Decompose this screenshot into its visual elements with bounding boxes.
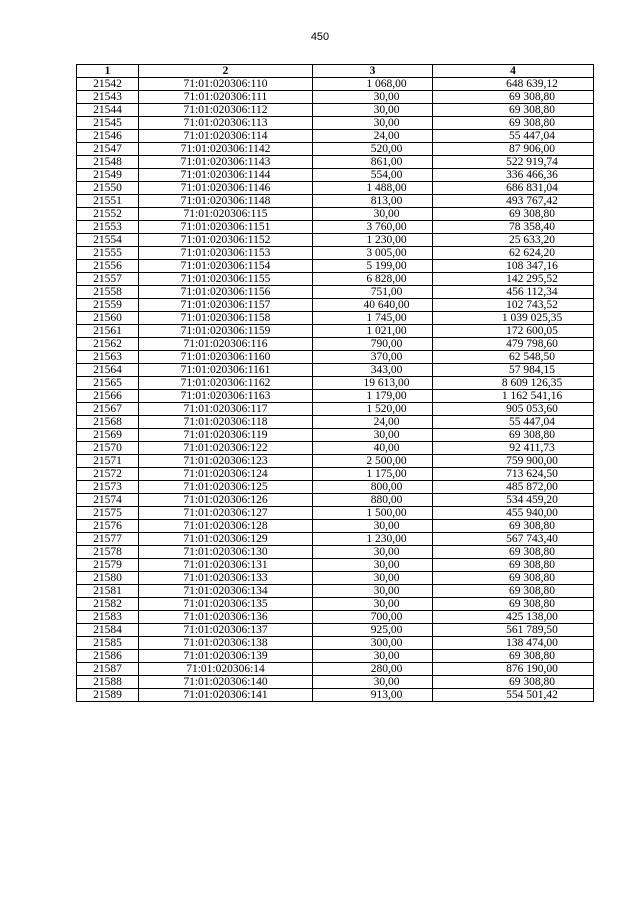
- table-row: [77, 338, 594, 351]
- table-row: [77, 611, 594, 624]
- cadastral-number-cell: 71:01:020306:125: [139, 481, 313, 494]
- value-cell: 425 138,00: [433, 611, 594, 624]
- cadastral-number-cell: 71:01:020306:137: [139, 624, 313, 637]
- row-number-cell: 21568: [77, 416, 139, 429]
- cadastral-number-cell: 71:01:020306:113: [139, 117, 313, 130]
- value-cell: 713 624,50: [433, 468, 594, 481]
- value-cell: 69 308,80: [433, 572, 594, 585]
- cadastral-number-cell: 71:01:020306:1148: [139, 195, 313, 208]
- value-cell: 69 308,80: [433, 598, 594, 611]
- area-cell: 880,00: [313, 494, 433, 507]
- row-number-cell: 21559: [77, 299, 139, 312]
- area-cell: 1 745,00: [313, 312, 433, 325]
- row-number-cell: 21577: [77, 533, 139, 546]
- row-number-cell: 21562: [77, 338, 139, 351]
- cadastral-number-cell: 71:01:020306:1163: [139, 390, 313, 403]
- cadastral-number-cell: 71:01:020306:127: [139, 507, 313, 520]
- column-header-3: 3: [313, 65, 433, 78]
- area-cell: 1 179,00: [313, 390, 433, 403]
- table-row: [77, 208, 594, 221]
- table-row: [77, 585, 594, 598]
- row-number-cell: 21551: [77, 195, 139, 208]
- cadastral-number-cell: 71:01:020306:1158: [139, 312, 313, 325]
- area-cell: 343,00: [313, 364, 433, 377]
- area-cell: 280,00: [313, 663, 433, 676]
- value-cell: 69 308,80: [433, 676, 594, 689]
- value-cell: 686 831,04: [433, 182, 594, 195]
- value-cell: 456 112,34: [433, 286, 594, 299]
- value-cell: 8 609 126,35: [433, 377, 594, 390]
- table-row: [77, 390, 594, 403]
- value-cell: 759 900,00: [433, 455, 594, 468]
- table-row: [77, 91, 594, 104]
- row-number-cell: 21586: [77, 650, 139, 663]
- value-cell: 336 466,36: [433, 169, 594, 182]
- table-row: [77, 364, 594, 377]
- area-cell: 40 640,00: [313, 299, 433, 312]
- row-number-cell: 21564: [77, 364, 139, 377]
- row-number-cell: 21584: [77, 624, 139, 637]
- cadastral-number-cell: 71:01:020306:122: [139, 442, 313, 455]
- cadastral-number-cell: 71:01:020306:1153: [139, 247, 313, 260]
- value-cell: 55 447,04: [433, 130, 594, 143]
- table-row: [77, 676, 594, 689]
- value-cell: 62 624,20: [433, 247, 594, 260]
- row-number-cell: 21569: [77, 429, 139, 442]
- cadastral-table: [76, 64, 594, 702]
- value-cell: 69 308,80: [433, 585, 594, 598]
- table-row: [77, 247, 594, 260]
- row-number-cell: 21563: [77, 351, 139, 364]
- table-header-row: [77, 65, 594, 78]
- area-cell: 1 021,00: [313, 325, 433, 338]
- cadastral-number-cell: 71:01:020306:111: [139, 91, 313, 104]
- cadastral-number-cell: 71:01:020306:134: [139, 585, 313, 598]
- value-cell: 69 308,80: [433, 520, 594, 533]
- cadastral-number-cell: 71:01:020306:1142: [139, 143, 313, 156]
- row-number-cell: 21583: [77, 611, 139, 624]
- row-number-cell: 21558: [77, 286, 139, 299]
- table-row: [77, 507, 594, 520]
- table-row: [77, 351, 594, 364]
- cadastral-number-cell: 71:01:020306:124: [139, 468, 313, 481]
- row-number-cell: 21587: [77, 663, 139, 676]
- value-cell: 25 633,20: [433, 234, 594, 247]
- area-cell: 30,00: [313, 91, 433, 104]
- area-cell: 700,00: [313, 611, 433, 624]
- cadastral-number-cell: 71:01:020306:140: [139, 676, 313, 689]
- area-cell: 370,00: [313, 351, 433, 364]
- value-cell: 69 308,80: [433, 104, 594, 117]
- value-cell: 62 548,50: [433, 351, 594, 364]
- area-cell: 30,00: [313, 429, 433, 442]
- row-number-cell: 21560: [77, 312, 139, 325]
- table-row: [77, 416, 594, 429]
- table-row: [77, 169, 594, 182]
- area-cell: 30,00: [313, 117, 433, 130]
- area-cell: 861,00: [313, 156, 433, 169]
- cadastral-number-cell: 71:01:020306:1162: [139, 377, 313, 390]
- value-cell: 78 358,40: [433, 221, 594, 234]
- cadastral-number-cell: 71:01:020306:1160: [139, 351, 313, 364]
- cadastral-number-cell: 71:01:020306:119: [139, 429, 313, 442]
- value-cell: 57 984,15: [433, 364, 594, 377]
- row-number-cell: 21576: [77, 520, 139, 533]
- row-number-cell: 21556: [77, 260, 139, 273]
- value-cell: 87 906,00: [433, 143, 594, 156]
- row-number-cell: 21575: [77, 507, 139, 520]
- table-row: [77, 442, 594, 455]
- cadastral-number-cell: 71:01:020306:118: [139, 416, 313, 429]
- value-cell: 69 308,80: [433, 559, 594, 572]
- row-number-cell: 21571: [77, 455, 139, 468]
- table-row: [77, 104, 594, 117]
- value-cell: 69 308,80: [433, 208, 594, 221]
- table-row: [77, 429, 594, 442]
- value-cell: 534 459,20: [433, 494, 594, 507]
- row-number-cell: 21544: [77, 104, 139, 117]
- table-row: [77, 520, 594, 533]
- table-row: [77, 182, 594, 195]
- table-row: [77, 572, 594, 585]
- value-cell: 485 872,00: [433, 481, 594, 494]
- area-cell: 24,00: [313, 130, 433, 143]
- value-cell: 648 639,12: [433, 78, 594, 91]
- table-row: [77, 260, 594, 273]
- area-cell: 1 068,00: [313, 78, 433, 91]
- column-header-1: 1: [77, 65, 139, 78]
- cadastral-number-cell: 71:01:020306:1159: [139, 325, 313, 338]
- cadastral-number-cell: 71:01:020306:116: [139, 338, 313, 351]
- cadastral-number-cell: 71:01:020306:129: [139, 533, 313, 546]
- column-header-2: 2: [139, 65, 313, 78]
- table-row: [77, 221, 594, 234]
- cadastral-number-cell: 71:01:020306:1161: [139, 364, 313, 377]
- table-row: [77, 312, 594, 325]
- table-row: [77, 325, 594, 338]
- value-cell: 493 767,42: [433, 195, 594, 208]
- table-row: [77, 559, 594, 572]
- column-header-4: 4: [433, 65, 594, 78]
- row-number-cell: 21553: [77, 221, 139, 234]
- value-cell: 455 940,00: [433, 507, 594, 520]
- value-cell: 1 039 025,35: [433, 312, 594, 325]
- value-cell: 92 411,73: [433, 442, 594, 455]
- cadastral-number-cell: 71:01:020306:1152: [139, 234, 313, 247]
- table-row: [77, 468, 594, 481]
- row-number-cell: 21543: [77, 91, 139, 104]
- cadastral-number-cell: 71:01:020306:14: [139, 663, 313, 676]
- area-cell: 813,00: [313, 195, 433, 208]
- cadastral-number-cell: 71:01:020306:112: [139, 104, 313, 117]
- table-row: [77, 637, 594, 650]
- area-cell: 30,00: [313, 546, 433, 559]
- cadastral-number-cell: 71:01:020306:128: [139, 520, 313, 533]
- row-number-cell: 21570: [77, 442, 139, 455]
- area-cell: 1 520,00: [313, 403, 433, 416]
- row-number-cell: 21573: [77, 481, 139, 494]
- row-number-cell: 21550: [77, 182, 139, 195]
- cadastral-number-cell: 71:01:020306:141: [139, 689, 313, 702]
- area-cell: 6 828,00: [313, 273, 433, 286]
- value-cell: 138 474,00: [433, 637, 594, 650]
- value-cell: 102 743,52: [433, 299, 594, 312]
- row-number-cell: 21554: [77, 234, 139, 247]
- table-row: [77, 117, 594, 130]
- row-number-cell: 21589: [77, 689, 139, 702]
- row-number-cell: 21581: [77, 585, 139, 598]
- row-number-cell: 21582: [77, 598, 139, 611]
- area-cell: 800,00: [313, 481, 433, 494]
- cadastral-number-cell: 71:01:020306:1144: [139, 169, 313, 182]
- cadastral-number-cell: 71:01:020306:1143: [139, 156, 313, 169]
- table-row: [77, 533, 594, 546]
- value-cell: 108 347,16: [433, 260, 594, 273]
- page-number: 450: [310, 31, 330, 43]
- table-row: [77, 455, 594, 468]
- cadastral-number-cell: 71:01:020306:1151: [139, 221, 313, 234]
- cadastral-number-cell: 71:01:020306:136: [139, 611, 313, 624]
- area-cell: 19 613,00: [313, 377, 433, 390]
- cadastral-number-cell: 71:01:020306:115: [139, 208, 313, 221]
- cadastral-number-cell: 71:01:020306:123: [139, 455, 313, 468]
- row-number-cell: 21555: [77, 247, 139, 260]
- area-cell: 554,00: [313, 169, 433, 182]
- row-number-cell: 21549: [77, 169, 139, 182]
- area-cell: 30,00: [313, 676, 433, 689]
- value-cell: 69 308,80: [433, 546, 594, 559]
- value-cell: 554 501,42: [433, 689, 594, 702]
- row-number-cell: 21579: [77, 559, 139, 572]
- row-number-cell: 21546: [77, 130, 139, 143]
- cadastral-number-cell: 71:01:020306:135: [139, 598, 313, 611]
- table-row: [77, 156, 594, 169]
- value-cell: 876 190,00: [433, 663, 594, 676]
- cadastral-number-cell: 71:01:020306:139: [139, 650, 313, 663]
- value-cell: 69 308,80: [433, 429, 594, 442]
- area-cell: 1 230,00: [313, 234, 433, 247]
- area-cell: 3 005,00: [313, 247, 433, 260]
- table-row: [77, 650, 594, 663]
- area-cell: 790,00: [313, 338, 433, 351]
- area-cell: 30,00: [313, 650, 433, 663]
- table-row: [77, 78, 594, 91]
- value-cell: 567 743,40: [433, 533, 594, 546]
- cadastral-number-cell: 71:01:020306:126: [139, 494, 313, 507]
- table-row: [77, 195, 594, 208]
- table-row: [77, 377, 594, 390]
- area-cell: 30,00: [313, 585, 433, 598]
- area-cell: 1 230,00: [313, 533, 433, 546]
- row-number-cell: 21565: [77, 377, 139, 390]
- table-row: [77, 286, 594, 299]
- table-row: [77, 130, 594, 143]
- value-cell: 522 919,74: [433, 156, 594, 169]
- table-row: [77, 403, 594, 416]
- row-number-cell: 21578: [77, 546, 139, 559]
- cadastral-number-cell: 71:01:020306:1157: [139, 299, 313, 312]
- row-number-cell: 21561: [77, 325, 139, 338]
- row-number-cell: 21557: [77, 273, 139, 286]
- value-cell: 142 295,52: [433, 273, 594, 286]
- area-cell: 300,00: [313, 637, 433, 650]
- row-number-cell: 21588: [77, 676, 139, 689]
- value-cell: 561 789,50: [433, 624, 594, 637]
- cadastral-number-cell: 71:01:020306:117: [139, 403, 313, 416]
- area-cell: 520,00: [313, 143, 433, 156]
- area-cell: 751,00: [313, 286, 433, 299]
- table-row: [77, 598, 594, 611]
- area-cell: 30,00: [313, 520, 433, 533]
- value-cell: 69 308,80: [433, 650, 594, 663]
- value-cell: 479 798,60: [433, 338, 594, 351]
- cadastral-number-cell: 71:01:020306:138: [139, 637, 313, 650]
- table-row: [77, 624, 594, 637]
- area-cell: 913,00: [313, 689, 433, 702]
- cadastral-number-cell: 71:01:020306:1154: [139, 260, 313, 273]
- cadastral-number-cell: 71:01:020306:133: [139, 572, 313, 585]
- row-number-cell: 21567: [77, 403, 139, 416]
- value-cell: 55 447,04: [433, 416, 594, 429]
- cadastral-number-cell: 71:01:020306:1156: [139, 286, 313, 299]
- cadastral-number-cell: 71:01:020306:131: [139, 559, 313, 572]
- cadastral-number-cell: 71:01:020306:130: [139, 546, 313, 559]
- table-row: [77, 481, 594, 494]
- area-cell: 2 500,00: [313, 455, 433, 468]
- row-number-cell: 21547: [77, 143, 139, 156]
- value-cell: 69 308,80: [433, 91, 594, 104]
- row-number-cell: 21542: [77, 78, 139, 91]
- value-cell: 69 308,80: [433, 117, 594, 130]
- value-cell: 1 162 541,16: [433, 390, 594, 403]
- area-cell: 1 175,00: [313, 468, 433, 481]
- row-number-cell: 21545: [77, 117, 139, 130]
- table-body: [77, 78, 594, 702]
- row-number-cell: 21572: [77, 468, 139, 481]
- area-cell: 1 488,00: [313, 182, 433, 195]
- area-cell: 30,00: [313, 208, 433, 221]
- area-cell: 30,00: [313, 104, 433, 117]
- table-row: [77, 494, 594, 507]
- area-cell: 5 199,00: [313, 260, 433, 273]
- value-cell: 905 053,60: [433, 403, 594, 416]
- row-number-cell: 21548: [77, 156, 139, 169]
- row-number-cell: 21574: [77, 494, 139, 507]
- table-row: [77, 273, 594, 286]
- area-cell: 3 760,00: [313, 221, 433, 234]
- table-row: [77, 299, 594, 312]
- row-number-cell: 21566: [77, 390, 139, 403]
- table-row: [77, 663, 594, 676]
- value-cell: 172 600,05: [433, 325, 594, 338]
- table-row: [77, 143, 594, 156]
- area-cell: 1 500,00: [313, 507, 433, 520]
- row-number-cell: 21552: [77, 208, 139, 221]
- table-row: [77, 234, 594, 247]
- cadastral-number-cell: 71:01:020306:1146: [139, 182, 313, 195]
- table-row: [77, 546, 594, 559]
- cadastral-number-cell: 71:01:020306:1155: [139, 273, 313, 286]
- cadastral-number-cell: 71:01:020306:114: [139, 130, 313, 143]
- area-cell: 24,00: [313, 416, 433, 429]
- area-cell: 30,00: [313, 559, 433, 572]
- area-cell: 40,00: [313, 442, 433, 455]
- cadastral-number-cell: 71:01:020306:110: [139, 78, 313, 91]
- area-cell: 30,00: [313, 598, 433, 611]
- row-number-cell: 21580: [77, 572, 139, 585]
- table-row: [77, 689, 594, 702]
- area-cell: 925,00: [313, 624, 433, 637]
- row-number-cell: 21585: [77, 637, 139, 650]
- area-cell: 30,00: [313, 572, 433, 585]
